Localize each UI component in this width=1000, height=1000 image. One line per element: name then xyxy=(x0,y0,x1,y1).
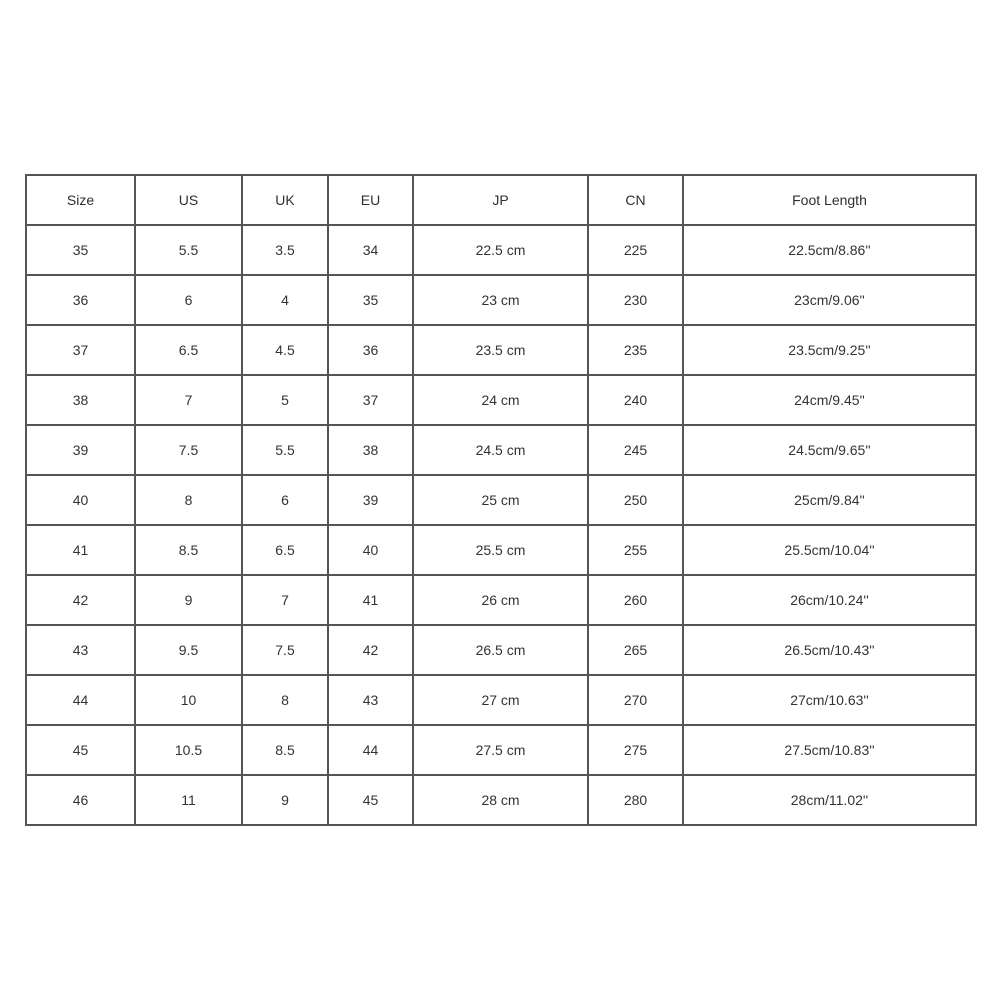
cell-uk: 7 xyxy=(242,575,328,625)
cell-uk: 8.5 xyxy=(242,725,328,775)
cell-foot-length: 26cm/10.24'' xyxy=(683,575,976,625)
cell-uk: 8 xyxy=(242,675,328,725)
cell-us: 5.5 xyxy=(135,225,242,275)
cell-cn: 245 xyxy=(588,425,683,475)
header-eu: EU xyxy=(328,175,413,225)
cell-cn: 275 xyxy=(588,725,683,775)
cell-eu: 40 xyxy=(328,525,413,575)
cell-foot-length: 25.5cm/10.04'' xyxy=(683,525,976,575)
cell-jp: 27 cm xyxy=(413,675,588,725)
table-row xyxy=(26,325,976,375)
cell-foot-length: 26.5cm/10.43'' xyxy=(683,625,976,675)
table-row xyxy=(26,675,976,725)
cell-foot-length: 23cm/9.06'' xyxy=(683,275,976,325)
table-row xyxy=(26,575,976,625)
cell-jp: 23.5 cm xyxy=(413,325,588,375)
cell-uk: 6.5 xyxy=(242,525,328,575)
cell-eu: 39 xyxy=(328,475,413,525)
cell-us: 6.5 xyxy=(135,325,242,375)
cell-cn: 255 xyxy=(588,525,683,575)
cell-size: 36 xyxy=(26,275,135,325)
cell-cn: 230 xyxy=(588,275,683,325)
cell-jp: 26.5 cm xyxy=(413,625,588,675)
cell-uk: 7.5 xyxy=(242,625,328,675)
cell-foot-length: 27cm/10.63'' xyxy=(683,675,976,725)
header-uk: UK xyxy=(242,175,328,225)
cell-size: 46 xyxy=(26,775,135,825)
cell-us: 10 xyxy=(135,675,242,725)
table-row xyxy=(26,275,976,325)
cell-uk: 4 xyxy=(242,275,328,325)
cell-jp: 26 cm xyxy=(413,575,588,625)
cell-foot-length: 28cm/11.02'' xyxy=(683,775,976,825)
cell-eu: 34 xyxy=(328,225,413,275)
cell-foot-length: 24cm/9.45'' xyxy=(683,375,976,425)
cell-jp: 24.5 cm xyxy=(413,425,588,475)
header-foot-length: Foot Length xyxy=(683,175,976,225)
table-row xyxy=(26,775,976,825)
table-row xyxy=(26,525,976,575)
cell-eu: 41 xyxy=(328,575,413,625)
cell-us: 8 xyxy=(135,475,242,525)
cell-uk: 3.5 xyxy=(242,225,328,275)
cell-us: 7.5 xyxy=(135,425,242,475)
cell-us: 9.5 xyxy=(135,625,242,675)
table-row xyxy=(26,725,976,775)
cell-cn: 250 xyxy=(588,475,683,525)
table-header-row xyxy=(26,175,976,225)
header-size: Size xyxy=(26,175,135,225)
cell-jp: 25 cm xyxy=(413,475,588,525)
cell-cn: 260 xyxy=(588,575,683,625)
cell-cn: 235 xyxy=(588,325,683,375)
cell-cn: 280 xyxy=(588,775,683,825)
cell-jp: 25.5 cm xyxy=(413,525,588,575)
table-row xyxy=(26,425,976,475)
table-row xyxy=(26,475,976,525)
cell-foot-length: 27.5cm/10.83'' xyxy=(683,725,976,775)
cell-uk: 5.5 xyxy=(242,425,328,475)
cell-foot-length: 22.5cm/8.86'' xyxy=(683,225,976,275)
cell-uk: 6 xyxy=(242,475,328,525)
cell-us: 11 xyxy=(135,775,242,825)
cell-size: 45 xyxy=(26,725,135,775)
cell-size: 44 xyxy=(26,675,135,725)
cell-eu: 44 xyxy=(328,725,413,775)
cell-eu: 43 xyxy=(328,675,413,725)
cell-size: 39 xyxy=(26,425,135,475)
cell-size: 43 xyxy=(26,625,135,675)
cell-jp: 22.5 cm xyxy=(413,225,588,275)
cell-us: 7 xyxy=(135,375,242,425)
cell-eu: 35 xyxy=(328,275,413,325)
cell-size: 35 xyxy=(26,225,135,275)
cell-uk: 5 xyxy=(242,375,328,425)
cell-cn: 265 xyxy=(588,625,683,675)
cell-us: 6 xyxy=(135,275,242,325)
cell-foot-length: 23.5cm/9.25'' xyxy=(683,325,976,375)
cell-jp: 28 cm xyxy=(413,775,588,825)
cell-jp: 27.5 cm xyxy=(413,725,588,775)
cell-size: 38 xyxy=(26,375,135,425)
cell-eu: 37 xyxy=(328,375,413,425)
table-row xyxy=(26,375,976,425)
table-row xyxy=(26,225,976,275)
header-us: US xyxy=(135,175,242,225)
cell-cn: 240 xyxy=(588,375,683,425)
cell-uk: 9 xyxy=(242,775,328,825)
cell-uk: 4.5 xyxy=(242,325,328,375)
cell-foot-length: 25cm/9.84'' xyxy=(683,475,976,525)
cell-foot-length: 24.5cm/9.65'' xyxy=(683,425,976,475)
cell-eu: 42 xyxy=(328,625,413,675)
cell-eu: 45 xyxy=(328,775,413,825)
cell-cn: 225 xyxy=(588,225,683,275)
table-row xyxy=(26,625,976,675)
cell-us: 10.5 xyxy=(135,725,242,775)
header-jp: JP xyxy=(413,175,588,225)
cell-jp: 24 cm xyxy=(413,375,588,425)
cell-eu: 38 xyxy=(328,425,413,475)
header-cn: CN xyxy=(588,175,683,225)
cell-size: 37 xyxy=(26,325,135,375)
size-chart-table xyxy=(25,174,977,826)
cell-cn: 270 xyxy=(588,675,683,725)
cell-size: 42 xyxy=(26,575,135,625)
cell-jp: 23 cm xyxy=(413,275,588,325)
cell-eu: 36 xyxy=(328,325,413,375)
cell-size: 40 xyxy=(26,475,135,525)
cell-us: 8.5 xyxy=(135,525,242,575)
cell-size: 41 xyxy=(26,525,135,575)
cell-us: 9 xyxy=(135,575,242,625)
